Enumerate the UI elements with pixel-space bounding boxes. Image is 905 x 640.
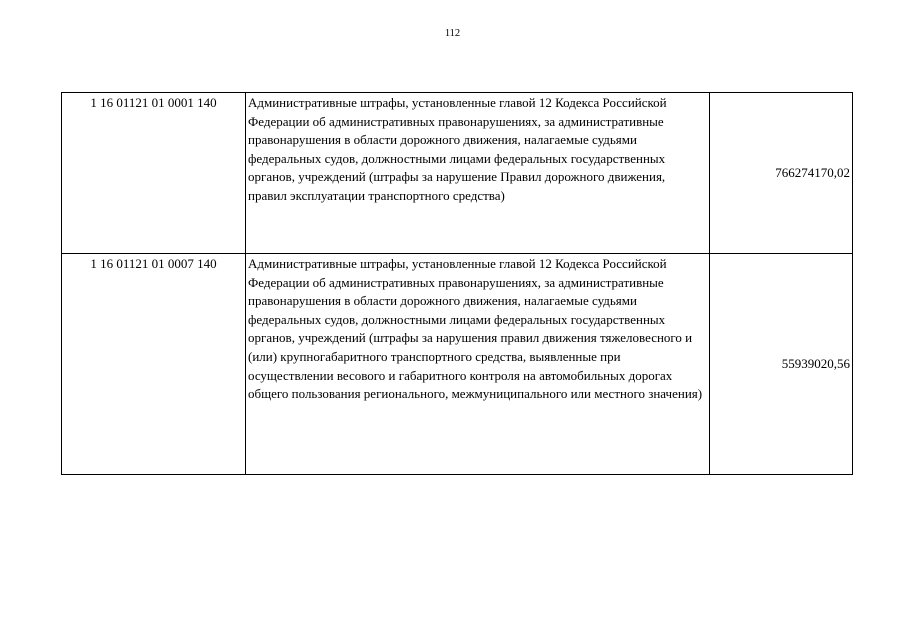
code-text: 1 16 01121 01 0007 140 [90, 256, 217, 271]
budget-revenue-table [61, 92, 853, 475]
page-number: 112 [444, 28, 461, 39]
code-text: 1 16 01121 01 0001 140 [90, 95, 217, 110]
revenue-description: Административные штрафы, установленные главой 12 Кодекса Российской Федерации об административных правонарушениях, за административные правонарушения в области дорожного движения, налагаемые судьями федеральных судов, должностными лицами федеральных государственных органов, учреждений (штрафы за нарушения правил движения тяжеловесного и (или) крупногабаритного транспортного средства, выявленные при осуществлении весового и габаритного контроля на автомобильных дорогах общего пользования регионального, межмуниципального или местного значения) [246, 254, 710, 475]
revenue-description: Административные штрафы, установленные главой 12 Кодекса Российской Федерации об административных правонарушениях, за административные правонарушения в области дорожного движения, налагаемые судьями федеральных судов, должностными лицами федеральных государственных органов, учреждений (штрафы за нарушение Правил дорожного движения, правил эксплуатации транспортного средства) [246, 93, 710, 254]
revenue-amount: 766274170,02 [710, 93, 853, 254]
table-row [62, 93, 853, 254]
budget-classification-code [62, 93, 246, 254]
table-row [62, 254, 853, 475]
revenue-amount: 55939020,56 [710, 254, 853, 475]
budget-classification-code [62, 254, 246, 475]
